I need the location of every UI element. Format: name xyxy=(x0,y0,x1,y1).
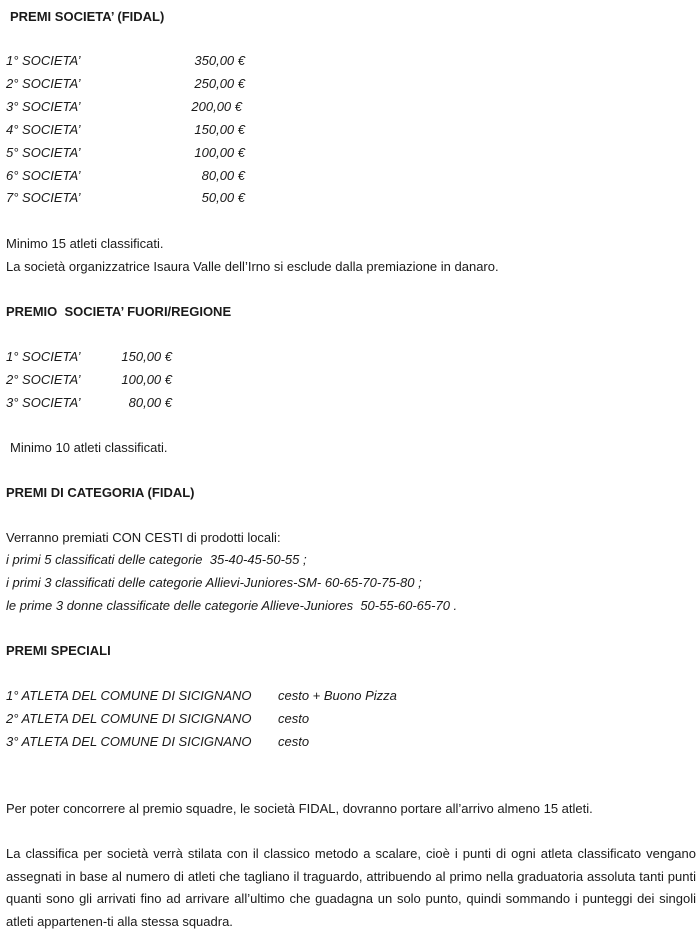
table-row-place: 3° ATLETA DEL COMUNE DI SICIGNANO xyxy=(6,734,252,749)
section-title-premi-speciali: PREMI SPECIALI xyxy=(6,643,111,658)
table-row-amount: 100,00 € xyxy=(194,145,245,160)
table-row-place: 5° SOCIETA’ xyxy=(6,145,81,160)
rules-paragraph-minimum-athletes: Per poter concorrere al premio squadre, le società FIDAL, dovranno portare all’arrivo almeno 15 atleti. xyxy=(6,801,593,816)
table-row-amount: 200,00 € xyxy=(191,99,242,114)
table-row-amount: 50,00 € xyxy=(201,190,245,205)
table-row-amount: 250,00 € xyxy=(194,76,245,91)
list-item: le prime 3 donne classificate delle categorie Allieve-Juniores 50-55-60-65-70 . xyxy=(6,598,458,613)
table-row-amount: 100,00 € xyxy=(121,372,172,387)
table-row-place: 3° SOCIETA’ xyxy=(6,395,81,410)
table-row-place: 2° SOCIETA’ xyxy=(6,76,81,91)
table-row-amount: 80,00 € xyxy=(128,395,172,410)
premi-categoria-intro: Verranno premiati CON CESTI di prodotti locali: xyxy=(6,530,281,545)
rules-paragraph-scoring-method: La classifica per società verrà stilata con il classico metodo a scalare, cioè i punti di ogni atleta classificato vengano assegnati in base al numero di atleti che tagliano il traguardo, attribuendo al primo nella graduatoria assoluta tanti punti quanti sono gli arrivati fino ad arrivare all’ultimo che guadagna un solo punto, quindi sommando i punteggi dei singoli atleti appartenen-ti alla stessa squadra. xyxy=(6,846,696,929)
table-row-place: 2° ATLETA DEL COMUNE DI SICIGNANO xyxy=(6,711,252,726)
table-row-amount: 80,00 € xyxy=(201,168,245,183)
table-row-amount: 150,00 € xyxy=(194,122,245,137)
table-row-prize: cesto + Buono Pizza xyxy=(278,688,397,703)
section-title-fuori-regione: PREMIO SOCIETA’ FUORI/REGIONE xyxy=(6,304,232,319)
table-row-place: 1° SOCIETA’ xyxy=(6,349,81,364)
table-row-place: 1° ATLETA DEL COMUNE DI SICIGNANO xyxy=(6,688,252,703)
table-row-amount: 350,00 € xyxy=(194,53,245,68)
table-row-prize: cesto xyxy=(278,711,310,726)
premi-societa-note-exclusion: La società organizzatrice Isaura Valle dell’Irno si esclude dalla premiazione in danaro. xyxy=(6,259,499,274)
table-row-place: 7° SOCIETA’ xyxy=(6,190,81,205)
table-row-place: 4° SOCIETA’ xyxy=(6,122,81,137)
table-row-amount: 150,00 € xyxy=(121,349,172,364)
table-row-place: 2° SOCIETA’ xyxy=(6,372,81,387)
table-row-place: 1° SOCIETA’ xyxy=(6,53,81,68)
premi-societa-note-minimum: Minimo 15 atleti classificati. xyxy=(6,236,164,251)
list-item: i primi 5 classificati delle categorie 35-40-45-50-55 ; xyxy=(6,552,307,567)
table-row-place: 3° SOCIETA’ xyxy=(6,99,81,114)
table-row-prize: cesto xyxy=(278,734,310,749)
table-row-place: 6° SOCIETA’ xyxy=(6,168,81,183)
section-title-premi-societa: PREMI SOCIETA’ (FIDAL) xyxy=(10,9,165,24)
section-title-premi-categoria: PREMI DI CATEGORIA (FIDAL) xyxy=(6,485,195,500)
list-item: i primi 3 classificati delle categorie Allievi-Juniores-SM- 60-65-70-75-80 ; xyxy=(6,575,422,590)
fuori-regione-note-minimum: Minimo 10 atleti classificati. xyxy=(10,440,168,455)
